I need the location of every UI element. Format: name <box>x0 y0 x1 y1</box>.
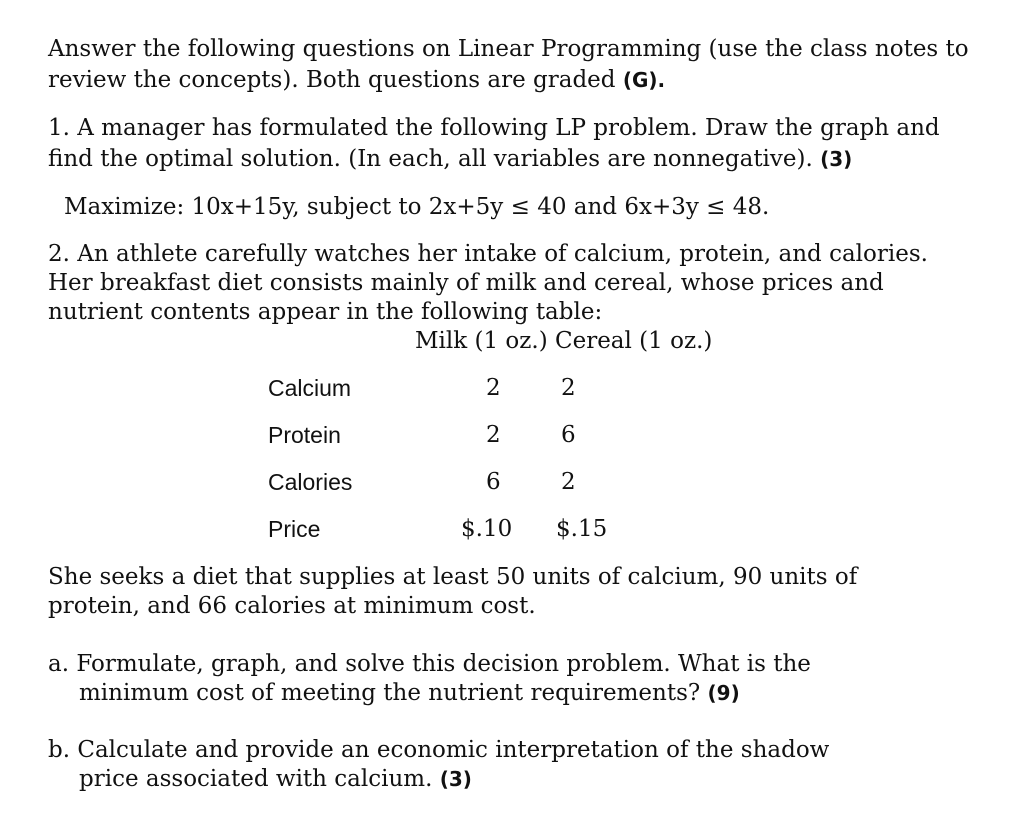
milk-value: 6 <box>486 469 501 495</box>
q2a-line-2 <box>79 678 740 708</box>
q1-line-1: 1. A manager has formulated the following LP problem. Draw the graph and <box>48 115 940 141</box>
intro-line-1: Answer the following questions on Linear Programming (use the class notes to <box>48 36 969 62</box>
q2-after-1: She seeks a diet that supplies at least 50 units of calcium, 90 units of <box>48 564 858 590</box>
milk-value: 2 <box>486 375 501 401</box>
q1-line-2-text: find the optimal solution. (In each, all variables are nonnegative). <box>48 146 821 172</box>
intro-line-2 <box>48 65 665 95</box>
cereal-value: 2 <box>561 469 576 495</box>
milk-value: $.10 <box>461 516 513 542</box>
cereal-value: $.15 <box>556 516 608 542</box>
q2-line-3: nutrient contents appear in the following table: <box>48 299 603 325</box>
q2-line-2: Her breakfast diet consists mainly of milk and cereal, whose prices and <box>48 270 884 296</box>
cereal-value: 6 <box>561 422 576 448</box>
row-label: Price <box>268 516 321 542</box>
row-label: Protein <box>268 422 341 448</box>
row-label: Calcium <box>268 375 352 401</box>
intro-line-2-text: review the concepts). Both questions are graded <box>48 67 623 93</box>
q2-after-2: protein, and 66 calories at minimum cost. <box>48 593 536 619</box>
milk-value: 2 <box>486 422 501 448</box>
row-label: Calories <box>268 469 353 495</box>
q2a-line-1: a. Formulate, graph, and solve this decision problem. What is the <box>48 651 811 677</box>
q2a-points: (9) <box>707 681 740 705</box>
q1-points: (3) <box>820 147 853 171</box>
q2b-line-2-text: price associated with calcium. <box>79 766 440 792</box>
cereal-value: 2 <box>561 375 576 401</box>
q1-formula: Maximize: 10x+15y, subject to 2x+5y ≤ 40 and 6x+3y ≤ 48. <box>64 194 770 220</box>
grade-label: (G). <box>622 68 666 92</box>
q2b-line-1: b. Calculate and provide an economic interpretation of the shadow <box>48 737 830 763</box>
q1-line-2 <box>48 144 852 174</box>
q2-line-1: 2. An athlete carefully watches her intake of calcium, protein, and calories. <box>48 241 928 267</box>
q2b-line-2 <box>79 764 472 794</box>
q2b-points: (3) <box>439 767 472 791</box>
q2a-line-2-text: minimum cost of meeting the nutrient requirements? <box>79 680 708 706</box>
table-header: Milk (1 oz.) Cereal (1 oz.) <box>415 328 713 354</box>
